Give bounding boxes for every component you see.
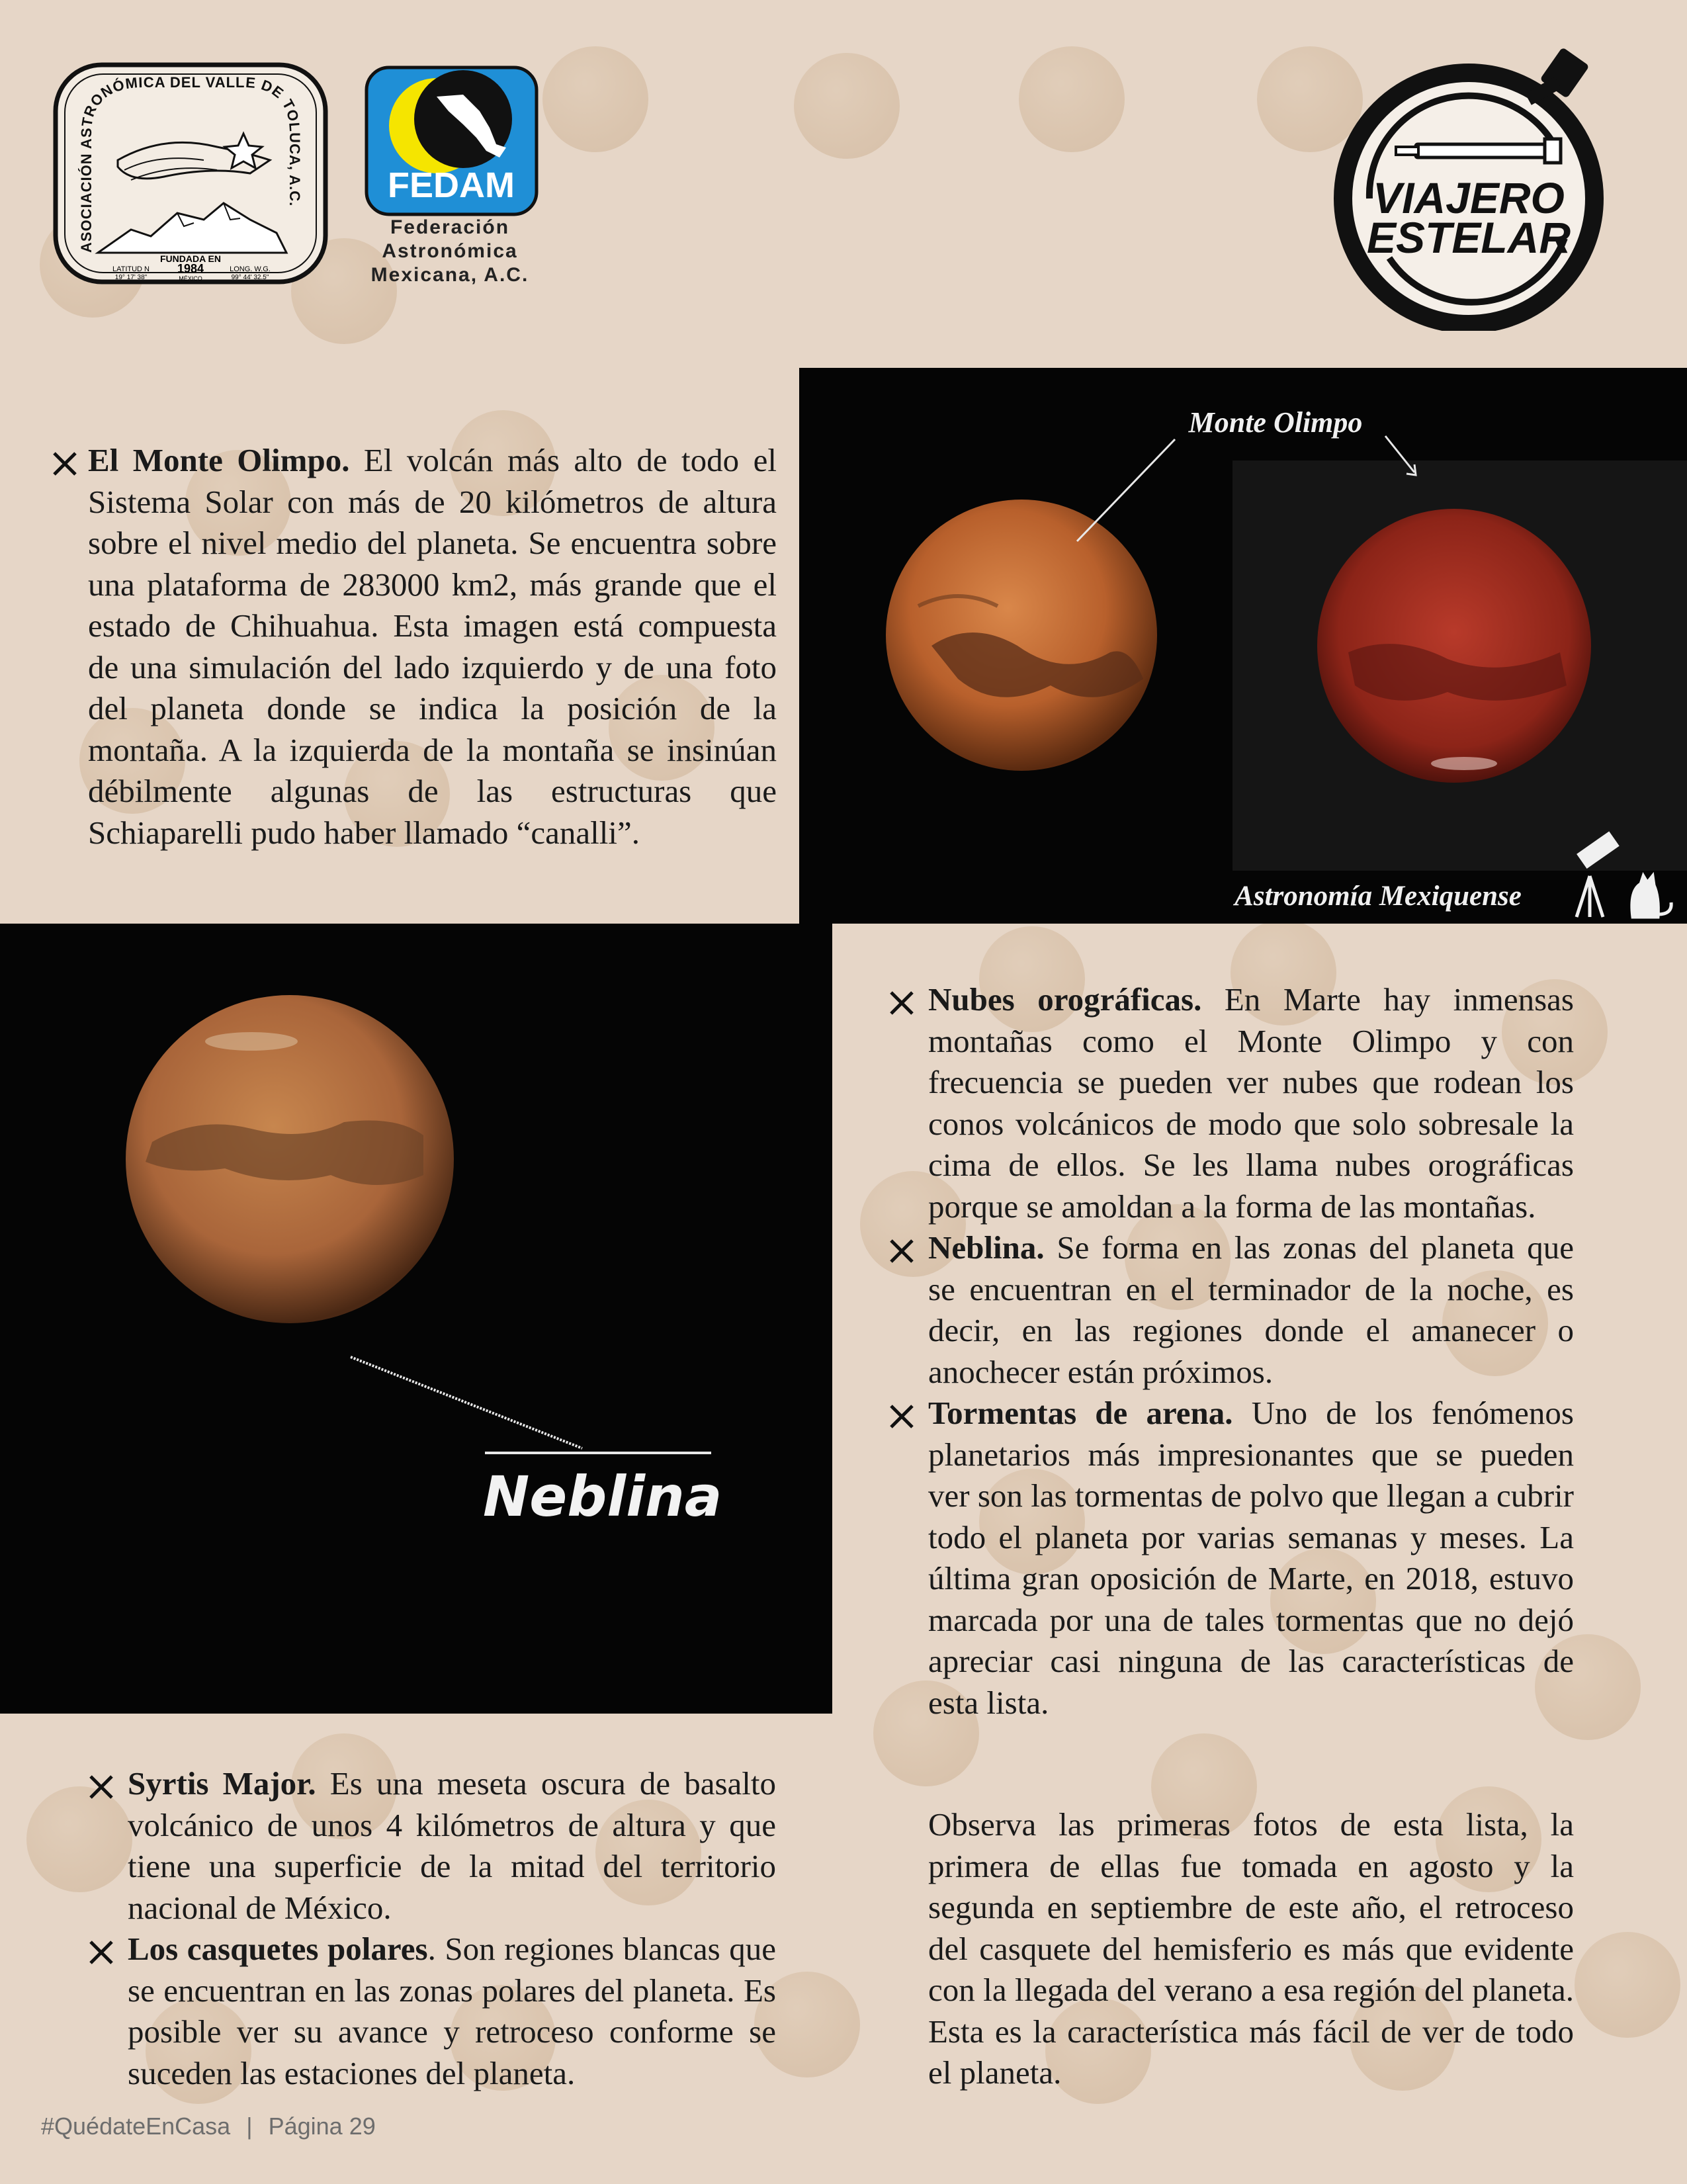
list-item bbox=[83, 1929, 776, 2094]
list-item bbox=[83, 1763, 776, 1929]
estelar-wordmark: ESTELAR bbox=[1366, 213, 1571, 262]
list-item bbox=[883, 1227, 1574, 1393]
tormentas-title: Tormentas de arena. bbox=[928, 1395, 1233, 1431]
nubes-text: En Marte hay inmensas montañas como el Monte Olimpo y con frecuencia se pueden ver nubes que rodean los conos volcánicos de modo que solo sobresale la cima de ellos. Se les llama nubes orográficas porque se amoldan a la forma de las montañas. bbox=[928, 981, 1574, 1225]
footer bbox=[41, 2113, 376, 2140]
asociacion-ring-text: ASOCIACIÓN ASTRONÓMICA DEL VALLE DE TOLUCA, A.C. bbox=[77, 73, 304, 253]
syrtis-text: Es una meseta oscura de basalto volcánico de unos 4 kilómetros de altura y que tiene una superficie de la mitad del territorio nacional de México. bbox=[128, 1765, 776, 1926]
fedam-wordmark: FEDAM bbox=[388, 165, 515, 205]
asociacion-year-text: 1984 bbox=[177, 262, 204, 275]
x-bullet-icon bbox=[83, 1763, 120, 1804]
x-bullet-icon bbox=[46, 440, 83, 481]
list-item bbox=[883, 1393, 1574, 1724]
list-item bbox=[883, 979, 1574, 1227]
fedam-caption-line-3: Mexicana, A.C. bbox=[370, 264, 529, 286]
observa-paragraph bbox=[928, 1804, 1574, 2094]
monte-olimpo-label: Monte Olimpo bbox=[1188, 406, 1363, 439]
neblina-label: Neblina bbox=[483, 1464, 722, 1529]
left-bottom-list-block bbox=[83, 1763, 776, 2094]
neblina-text: Se forma en las zonas del planeta que se encuentran en el terminador de la noche, es decir, en las regiones donde el amanecer o anochecer están próximos. bbox=[928, 1229, 1574, 1390]
background-planet bbox=[1019, 46, 1125, 152]
fedam-caption-line-1: Federación bbox=[390, 216, 510, 238]
tormentas-text: Uno de los fenómenos planetarios más impresionantes que se pueden ver son las tormentas de polvo que llegan a cubrir todo el planeta por varias semanas y meses. La última gran oposición de Marte, en 2018, estuvo marcada por una de tales tormentas que no dejó apreciar casi ninguna de las características de esta lista. bbox=[928, 1395, 1574, 1721]
nubes-title: Nubes orográficas. bbox=[928, 981, 1202, 1018]
monte-olimpo-block bbox=[46, 440, 777, 853]
asociacion-mexico-text: MÉXICO bbox=[179, 275, 202, 282]
footer-separator: | bbox=[246, 2113, 253, 2140]
background-planet bbox=[794, 53, 900, 159]
background-planet bbox=[542, 46, 648, 152]
x-bullet-icon bbox=[883, 1393, 920, 1434]
neblina-title: Neblina. bbox=[928, 1229, 1045, 1266]
casquetes-title: Los casquetes polares bbox=[128, 1931, 428, 1967]
mars-photo bbox=[1317, 509, 1591, 783]
asociacion-fundada-text: FUNDADA EN bbox=[159, 253, 222, 264]
syrtis-title: Syrtis Major. bbox=[128, 1765, 316, 1802]
asociacion-astronomica-logo bbox=[52, 61, 329, 286]
asociacion-long-value: 99° 44' 32.5" bbox=[231, 274, 269, 281]
neblina-photo bbox=[0, 924, 832, 1714]
x-bullet-icon bbox=[83, 1929, 120, 1970]
viajero-wordmark: VIAJERO bbox=[1373, 173, 1565, 222]
x-bullet-icon bbox=[883, 1227, 920, 1268]
monte-olimpo-photo bbox=[799, 368, 1687, 924]
footer-page-number: Página 29 bbox=[268, 2113, 376, 2140]
right-list-block bbox=[883, 979, 1574, 1724]
background-planet bbox=[1575, 1932, 1680, 2038]
fedam-caption bbox=[351, 216, 549, 287]
x-bullet-icon bbox=[883, 979, 920, 1020]
casquetes-text: . Son regiones blancas que se encuentran en las zonas polares del planeta. Es posible ver su avance y retroceso conforme se suceden las estaciones del planeta. bbox=[128, 1931, 776, 2091]
fedam-logo bbox=[364, 65, 539, 217]
asociacion-lat-label: LATITUD N bbox=[112, 265, 150, 273]
fedam-caption-line-2: Astronómica bbox=[382, 240, 518, 262]
list-item bbox=[46, 440, 777, 853]
observa-text: Observa las primeras fotos de esta lista, la primera de ellas fue tomada en agosto y la segunda en septiembre de este año, el retroceso del casquete del hemisferio es más que evidente con la llegada del verano a esa región del planeta. Esta es la característica más fácil de ver de todo el planeta. bbox=[928, 1806, 1574, 2091]
mars-simulation bbox=[886, 500, 1157, 771]
monte-olimpo-text: El volcán más alto de todo el Sistema Solar con más de 20 kilómetros de altura sobre el nivel medio del planeta. Se encuentra sobre una plataforma de 283000 km2, más grande que el estado de Chihuahua. Esta imagen está compuesta de una simulación del lado izquierdo y de una foto del planeta donde se indica la posición de la montaña. A la izquierda de la montaña se insinúan débilmente algunas de las estructuras que Schiaparelli pudo haber llamado “canalli”. bbox=[88, 442, 777, 851]
asociacion-lat-value: 19° 17' 38" bbox=[114, 274, 148, 281]
viajero-estelar-logo bbox=[1330, 40, 1621, 331]
footer-hashtag: #QuédateEnCasa bbox=[41, 2113, 231, 2140]
monte-olimpo-title: El Monte Olimpo. bbox=[88, 442, 350, 478]
photo-credit: Astronomía Mexiquense bbox=[1234, 881, 1522, 912]
asociacion-long-label: LONG. W.G. bbox=[230, 265, 271, 273]
